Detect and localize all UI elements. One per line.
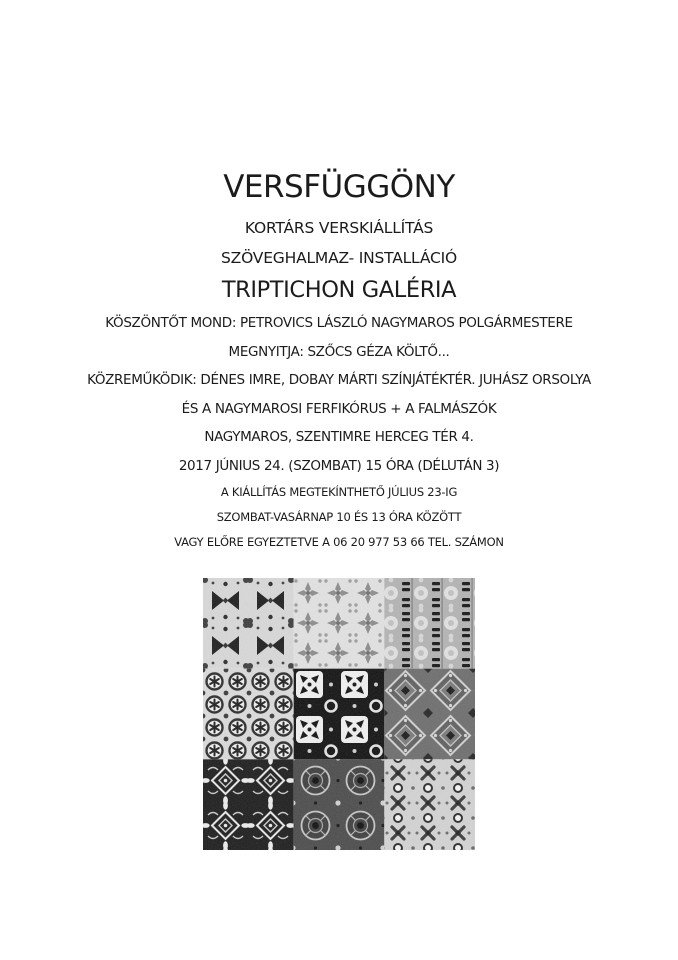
opening-hours-line: SZOMBAT-VASÁRNAP 10 ÉS 13 ÓRA KÖZÖTT xyxy=(216,509,462,524)
address-line: NAGYMAROS, SZENTIMRE HERCEG TÉR 4. xyxy=(204,429,474,445)
poster-title: VERSFÜGGÖNY xyxy=(223,169,455,205)
date-time-line: 2017 JÚNIUS 24. (SZOMBAT) 15 ÓRA (DÉLUTÁN 3) xyxy=(178,457,500,474)
exhibition-type-line: KORTÁRS VERSKIÁLLÍTÁS xyxy=(244,219,434,237)
pattern-collage-svg xyxy=(203,578,475,850)
greeting-line: KÖSZÖNTŐT MOND: PETROVICS LÁSZLÓ NAGYMAROS POLGÁRMESTERE xyxy=(105,315,573,331)
gallery-name: TRIPTICHON GALÉRIA xyxy=(221,277,457,303)
installation-line: SZÖVEGHALMAZ- INSTALLÁCIÓ xyxy=(221,249,457,267)
grain-overlay xyxy=(203,578,475,850)
contributors-line-2: ÉS A NAGYMAROSI FERFIKÓRUS + A FALMÁSZÓK xyxy=(181,400,497,417)
contributors-line: KÖZREMŰKÖDIK: DÉNES IMRE, DOBAY MÁRTI SZÍNJÁTÉKTÉR. JUHÁSZ ORSOLYA xyxy=(87,372,591,388)
viewing-period-line: A KIÁLLÍTÁS MEGTEKÍNTHETŐ JÚLIUS 23-IG xyxy=(220,484,458,499)
phone-contact-line: VAGY ELŐRE EGYEZTETVE A 06 20 977 53 66 TEL. SZÁMON xyxy=(174,534,504,549)
opening-speech-line: MEGNYITJA: SZŐCS GÉZA KÖLTŐ... xyxy=(228,343,450,360)
pattern-collage-image xyxy=(203,578,475,850)
